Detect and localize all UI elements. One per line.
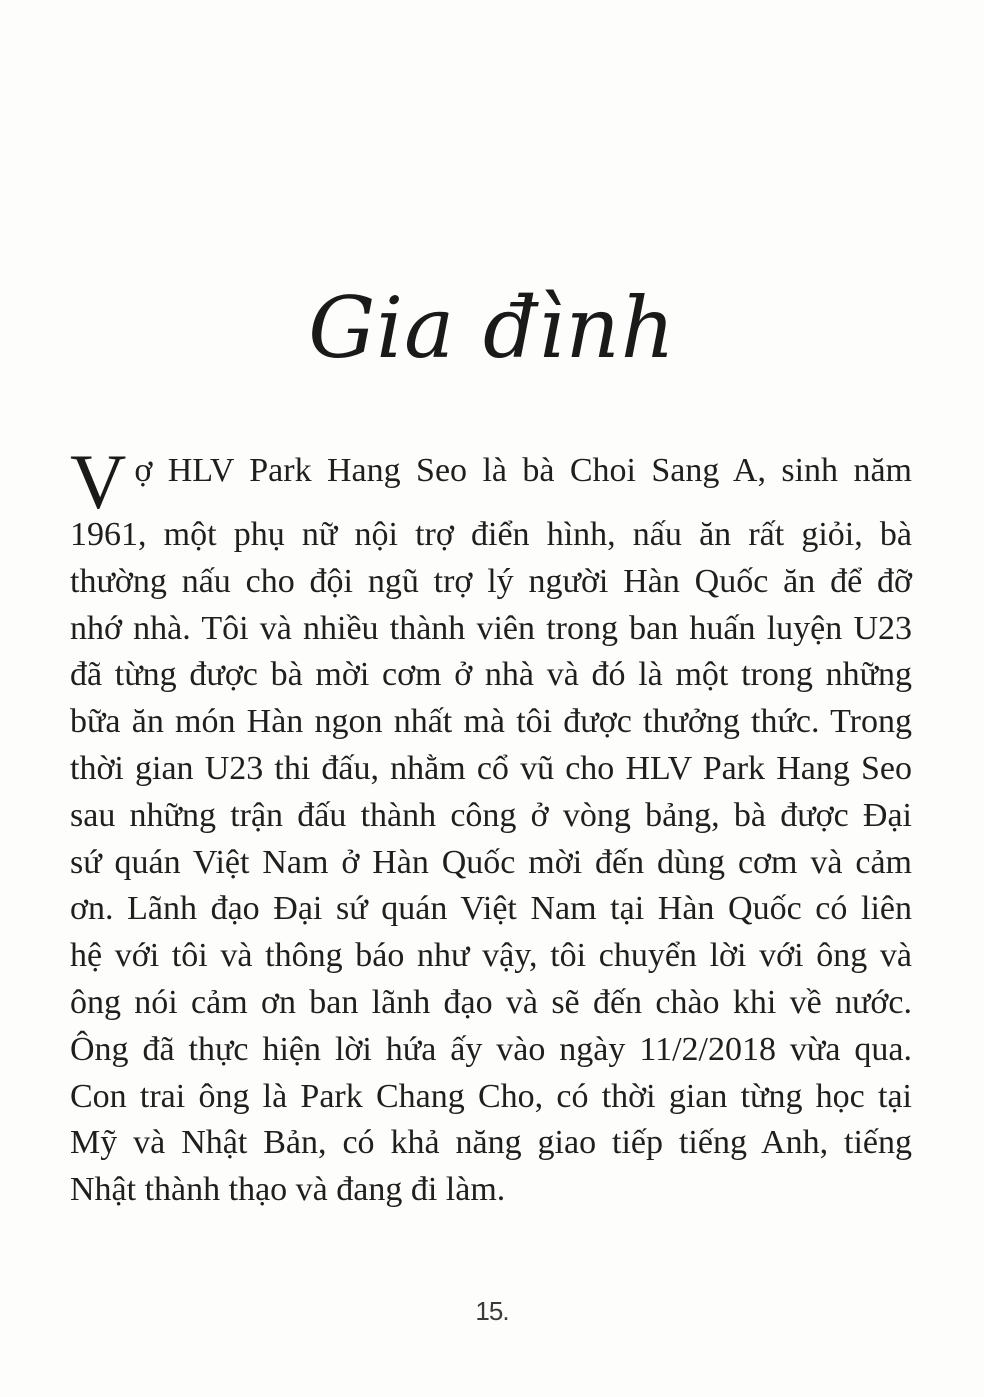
text-line: nhớ nhà. Tôi và nhiều thành viên trong ban huấn luyện U23 bbox=[70, 609, 912, 647]
chapter-title: Gia đình bbox=[308, 279, 676, 377]
text-line: 1961, một phụ nữ nội trợ điển hình, nấu ăn rất giỏi, bà bbox=[70, 516, 912, 553]
text-line: Ông đã thực hiện lời hứa ấy vào ngày 11/2/2018 vừa qua. bbox=[70, 1030, 912, 1068]
text-line: Con trai ông là Park Chang Cho, có thời gian từng học tại bbox=[70, 1077, 912, 1115]
text-line: ông nói cảm ơn ban lãnh đạo và sẽ đến chào khi về nước. bbox=[70, 983, 912, 1021]
text-line: ơn. Lãnh đạo Đại sứ quán Việt Nam tại Hàn Quốc có liên bbox=[70, 890, 912, 928]
body-paragraph bbox=[70, 438, 912, 1214]
text-line: bữa ăn món Hàn ngon nhất mà tôi được thưởng thức. Trong bbox=[70, 703, 912, 741]
text-line: thời gian U23 thi đấu, nhằm cổ vũ cho HLV Park Hang Seo bbox=[70, 749, 912, 787]
text-line: sứ quán Việt Nam ở Hàn Quốc mời đến dùng cơm và cảm bbox=[70, 843, 912, 881]
text-line: ợ HLV Park Hang Seo là bà Choi Sang A, sinh năm bbox=[134, 452, 912, 489]
text-line: đã từng được bà mời cơm ở nhà và đó là một trong những bbox=[70, 656, 912, 694]
text-line: sau những trận đấu thành công ở vòng bảng, bà được Đại bbox=[70, 796, 912, 834]
drop-cap: V bbox=[70, 438, 127, 525]
page-number: 15. bbox=[475, 1296, 509, 1326]
text-line: Mỹ và Nhật Bản, có khả năng giao tiếp tiếng Anh, tiếng bbox=[70, 1124, 912, 1162]
text-line: Nhật thành thạo và đang đi làm. bbox=[70, 1171, 506, 1209]
text-line: hệ với tôi và thông báo như vậy, tôi chuyển lời với ông và bbox=[70, 937, 912, 975]
text-line: thường nấu cho đội ngũ trợ lý người Hàn Quốc ăn để đỡ bbox=[70, 562, 912, 600]
